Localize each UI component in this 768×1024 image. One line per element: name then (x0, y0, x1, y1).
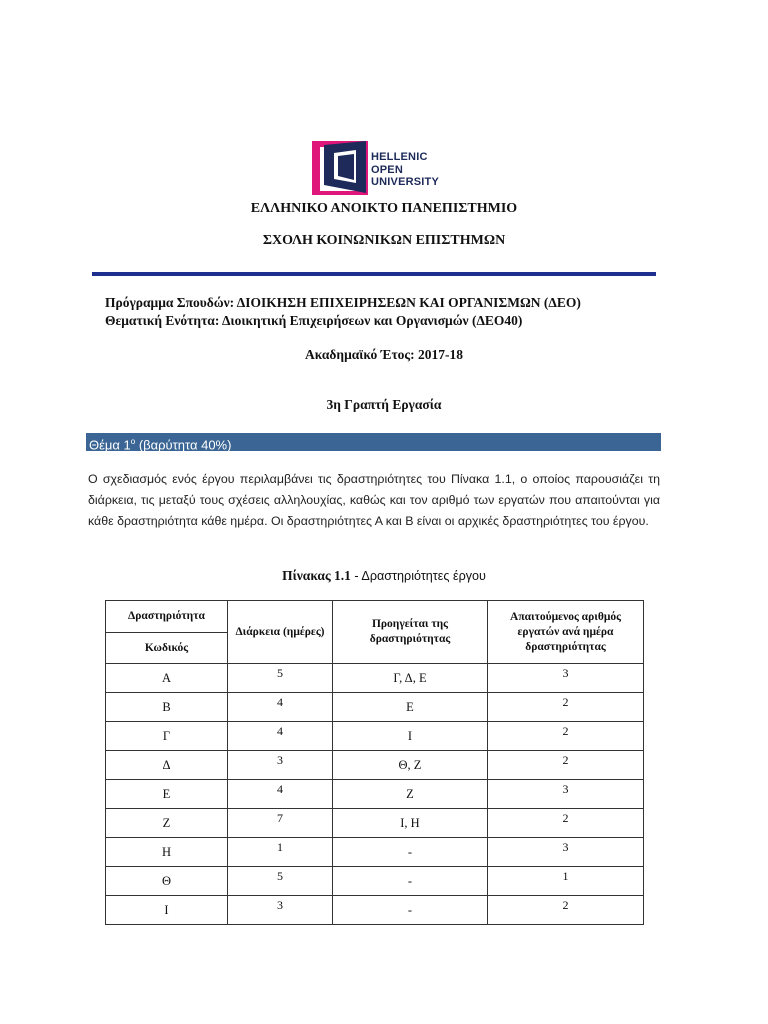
table-body (106, 664, 644, 925)
precedes-cell: Ι (333, 722, 488, 751)
activity-code-cell: Α (106, 664, 228, 693)
header-workers: Απαιτούμενος αριθμός εργατών ανά ημέρα δραστηριότητας (488, 601, 644, 664)
header-code: Κωδικός (106, 633, 228, 664)
table-row (106, 780, 644, 809)
workers-cell: 2 (488, 809, 644, 838)
logo-line-2: OPEN (371, 163, 403, 176)
duration-cell: 3 (228, 896, 333, 925)
table-row (106, 809, 644, 838)
activity-code-cell: Β (106, 693, 228, 722)
duration-cell: 4 (228, 693, 333, 722)
table-caption (0, 568, 768, 584)
workers-cell: 3 (488, 780, 644, 809)
university-title: ΕΛΛΗΝΙΚΟ ΑΝΟΙΚΤΟ ΠΑΝΕΠΙΣΤΗΜΙΟ (250, 201, 518, 216)
duration-cell: 4 (228, 722, 333, 751)
precedes-cell: - (333, 867, 488, 896)
workers-cell: 1 (488, 867, 644, 896)
header-predecessor: Προηγείται της δραστηριότητας (333, 601, 488, 664)
duration-cell: 7 (228, 809, 333, 838)
duration-cell: 3 (228, 751, 333, 780)
activities-table (105, 600, 644, 925)
duration-cell: 4 (228, 780, 333, 809)
duration-cell: 5 (228, 664, 333, 693)
topic-prefix: Θέμα 1 (89, 437, 131, 453)
table-row (106, 838, 644, 867)
school-title: ΣΧΟΛΗ ΚΟΙΝΩΝΙΚΩΝ ΕΠΙΣΤΗΜΩΝ (262, 233, 506, 248)
activity-code-cell: Ι (106, 896, 228, 925)
table-row (106, 722, 644, 751)
module-line: Θεματική Ενότητα: Διοικητική Επιχειρήσεων και Οργανισμών (ΔΕΟ40) (105, 313, 523, 328)
precedes-cell: - (333, 838, 488, 867)
precedes-cell: Γ, Δ, Ε (333, 664, 488, 693)
workers-cell: 3 (488, 664, 644, 693)
activity-code-cell: Η (106, 838, 228, 867)
topic-suffix: (βαρύτητα 40%) (135, 437, 232, 453)
program-block (105, 294, 581, 330)
topic-paragraph: Ο σχεδιασμός ενός έργου περιλαμβάνει τις δραστηριότητες του Πίνακα 1.1, ο οποίος παρουσιάζει τη διάρκεια, τις μεταξύ τους σχέσεις αλληλουχίας, καθώς και τον αριθμό των εργατών που απαιτούνται για κάθε δραστηριότητα κάθε ημέρα. Οι δραστηριότητες Α και Β είναι οι αρχικές δραστηριότητες του έργου. (88, 472, 660, 528)
workers-cell: 2 (488, 693, 644, 722)
activity-code-cell: Θ (106, 867, 228, 896)
program-line: Πρόγραμμα Σπουδών: ΔΙΟΙΚΗΣΗ ΕΠΙΧΕΙΡΗΣΕΩΝ ΚΑΙ ΟΡΓΑΝΙΣΜΩΝ (ΔΕΟ) (105, 295, 581, 310)
precedes-cell: Θ, Ζ (333, 751, 488, 780)
topic-bar (86, 433, 661, 451)
precedes-cell: - (333, 896, 488, 925)
table-row (106, 896, 644, 925)
workers-cell: 2 (488, 896, 644, 925)
header-divider (92, 272, 656, 276)
workers-cell: 2 (488, 751, 644, 780)
workers-cell: 2 (488, 722, 644, 751)
header-activity: Δραστηριότητα (106, 601, 228, 633)
duration-cell: 5 (228, 867, 333, 896)
header-duration: Διάρκεια (ημέρες) (228, 601, 333, 664)
topic-superscript: ο (130, 437, 136, 446)
workers-cell: 3 (488, 838, 644, 867)
table-row (106, 751, 644, 780)
table-row (106, 664, 644, 693)
academic-year: Ακαδημαϊκό Έτος: 2017-18 (305, 347, 463, 362)
table-row (106, 693, 644, 722)
duration-cell: 1 (228, 838, 333, 867)
activity-code-cell: Δ (106, 751, 228, 780)
precedes-cell: Ε (333, 693, 488, 722)
logo-line-1: HELLENIC (371, 151, 428, 163)
caption-text: - Δραστηριότητες έργου (350, 569, 486, 583)
logo-wordmark (371, 151, 439, 189)
precedes-cell: Ζ (333, 780, 488, 809)
activity-code-cell: Γ (106, 722, 228, 751)
logo-line-3: UNIVERSITY (371, 176, 440, 188)
table-row (106, 867, 644, 896)
precedes-cell: Ι, Η (333, 809, 488, 838)
assignment-title: 3η Γραπτή Εργασία (326, 397, 442, 412)
activity-code-cell: Ε (106, 780, 228, 809)
activity-code-cell: Ζ (106, 809, 228, 838)
caption-label: Πίνακας 1.1 (282, 568, 351, 583)
